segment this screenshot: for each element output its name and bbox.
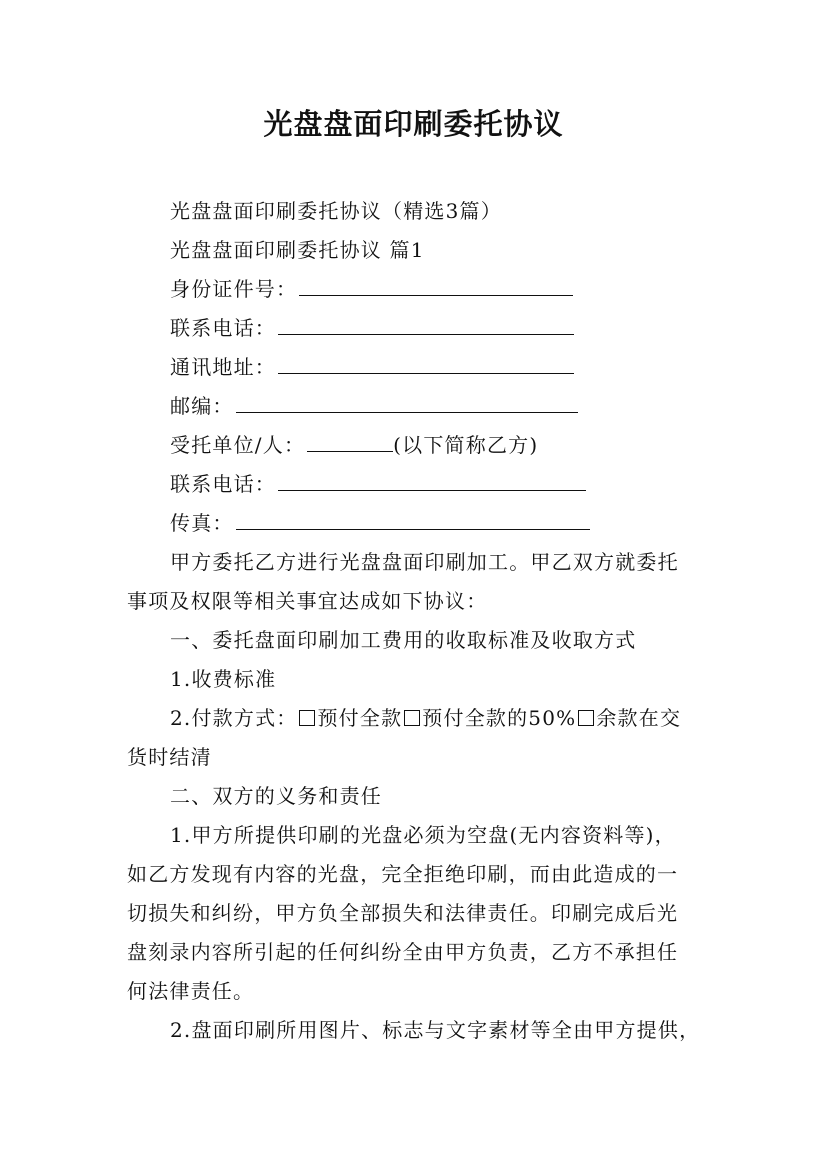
fax-blank <box>236 511 590 530</box>
document-subtitle: 光盘盘面印刷委托协议（精选3篇） <box>170 199 502 223</box>
phone-blank-2 <box>278 472 586 491</box>
checkbox-balance <box>578 710 594 726</box>
trustee-field <box>170 431 538 459</box>
trustee-blank <box>307 433 393 452</box>
trustee-suffix: (以下简称乙方) <box>393 433 539 457</box>
clause1-item2-continued: 货时结清 <box>127 745 212 769</box>
id-number-field <box>170 275 573 303</box>
clause2-p1-line4: 盘刻录内容所引起的任何纠纷全由甲方负责，乙方不承担任 <box>127 940 679 964</box>
option-full-prepay: 预付全款 <box>317 706 403 730</box>
clause1-item2 <box>170 704 681 732</box>
postcode-field <box>170 392 578 420</box>
address-label: 通讯地址： <box>170 355 276 379</box>
address-field <box>170 353 574 381</box>
clause2-p1-line2: 如乙方发现有内容的光盘，完全拒绝印刷，而由此造成的一 <box>127 862 679 886</box>
intro-line-2: 事项及权限等相关事宜达成如下协议： <box>127 589 488 613</box>
clause2-p1-line5: 何法律责任。 <box>127 979 255 1003</box>
clause2-p2-line1: 2.盘面印刷所用图片、标志与文字素材等全由甲方提供， <box>170 1018 701 1042</box>
phone-blank-1 <box>278 316 574 335</box>
section-heading: 光盘盘面印刷委托协议 篇1 <box>170 238 425 262</box>
id-number-label: 身份证件号： <box>170 277 298 301</box>
checkbox-half-prepay <box>404 710 420 726</box>
address-blank <box>278 355 574 374</box>
option-balance: 余款在交 <box>596 706 682 730</box>
postcode-blank <box>236 394 578 413</box>
checkbox-full-prepay <box>299 710 315 726</box>
id-number-blank <box>299 277 573 296</box>
postcode-label: 邮编： <box>170 394 234 418</box>
fax-field <box>170 509 590 537</box>
clause2-p1-line3: 切损失和纠纷，甲方负全部损失和法律责任。印刷完成后光 <box>127 901 679 925</box>
phone-label-1: 联系电话： <box>170 316 276 340</box>
payment-method-label: 2.付款方式： <box>170 706 298 730</box>
clause1-item1: 1.收费标准 <box>170 667 277 691</box>
option-half-prepay: 预付全款的50% <box>422 706 577 730</box>
clause1-heading: 一、委托盘面印刷加工费用的收取标准及收取方式 <box>170 628 637 652</box>
intro-line-1: 甲方委托乙方进行光盘盘面印刷加工。甲乙双方就委托 <box>170 550 679 574</box>
phone-field-1 <box>170 314 574 342</box>
trustee-label: 受托单位/人： <box>170 433 306 457</box>
phone-label-2: 联系电话： <box>170 472 276 496</box>
clause2-heading: 二、双方的义务和责任 <box>170 784 382 808</box>
phone-field-2 <box>170 470 586 498</box>
fax-label: 传真： <box>170 511 234 535</box>
clause2-p1-line1: 1.甲方所提供印刷的光盘必须为空盘(无内容资料等)， <box>170 823 676 847</box>
document-title: 光盘盘面印刷委托协议 <box>263 107 564 141</box>
